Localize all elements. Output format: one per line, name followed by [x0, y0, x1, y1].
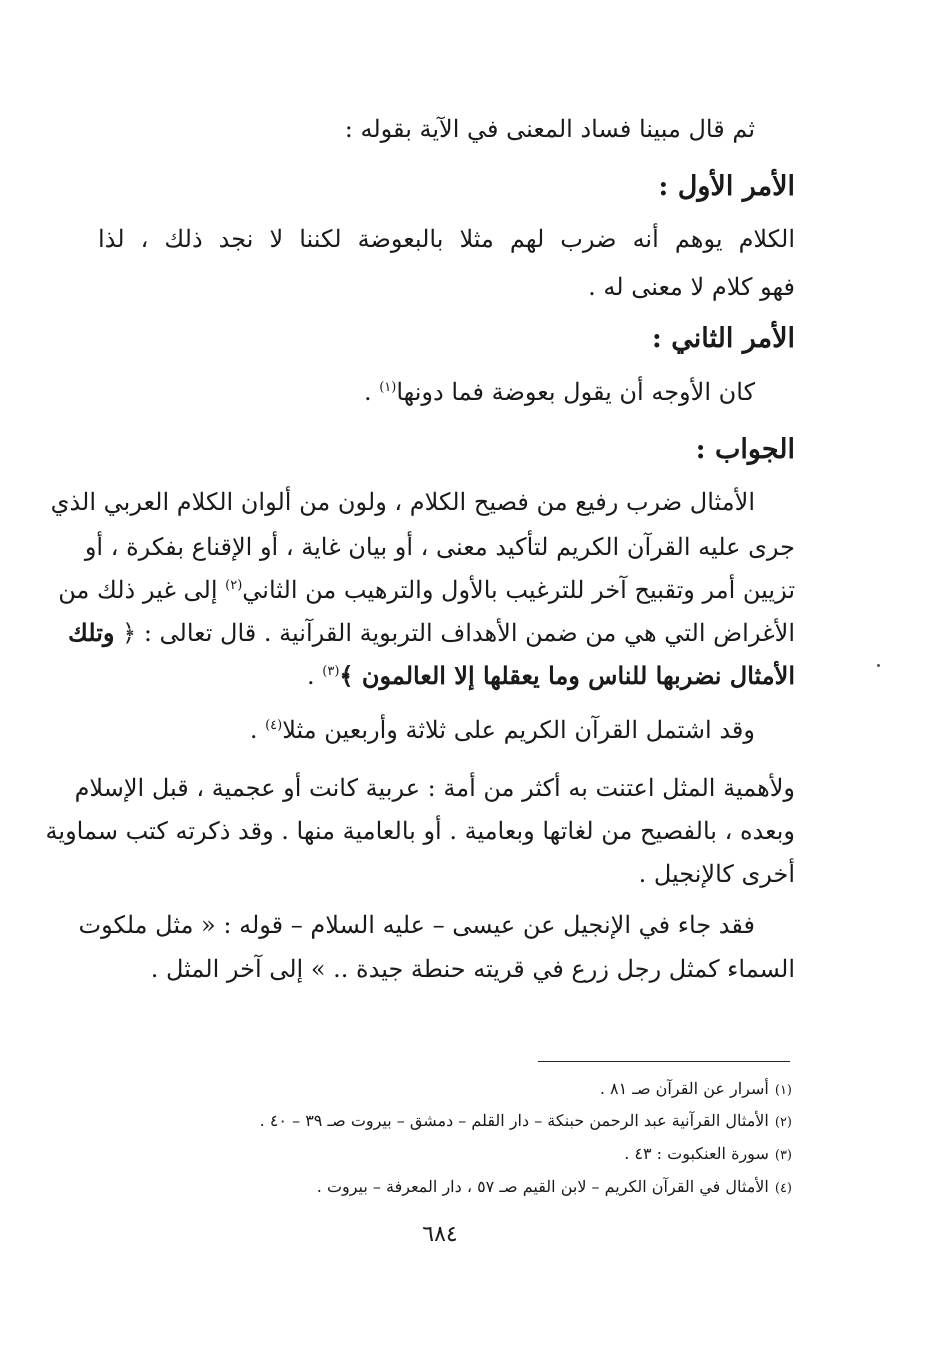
- line-text: تزيين أمر وتقبيح آخر للترغيب بالأول والترهيب من الثاني: [242, 576, 795, 604]
- line-text: كان الأوجه أن يقول بعوضة فما دونها: [396, 378, 755, 406]
- footnote-ref: (٤): [265, 718, 283, 733]
- paragraph-line: [307, 659, 795, 693]
- scan-speck: [877, 664, 880, 667]
- line-end: .: [363, 378, 380, 406]
- paragraph-line: [68, 616, 795, 650]
- footnote-number: (٢): [774, 1115, 792, 1130]
- footnote-text: أسرار عن القرآن صـ ٨١ .: [599, 1079, 769, 1098]
- paragraph-line: ولأهمية المثل اعتنت به أكثر من أمة : عربية كانت أو عجمية ، قبل الإسلام: [74, 774, 795, 802]
- footnote: [260, 1110, 792, 1134]
- line-text: وقد اشتمل القرآن الكريم على ثلاثة وأربعين مثلا: [282, 716, 755, 744]
- quran-quote-start: وتلك: [68, 618, 115, 647]
- footnote-separator: [538, 1061, 790, 1062]
- heading-second-matter: الأمر الثاني :: [651, 323, 795, 354]
- footnote: [624, 1143, 792, 1167]
- heading-first-matter: الأمر الأول :: [658, 171, 795, 202]
- intro-line: ثم قال مبينا فساد المعنى في الآية بقوله :: [344, 115, 755, 143]
- paragraph-line: [250, 713, 755, 747]
- paragraph-line: [58, 573, 795, 607]
- quran-quote: الأمثال نضربها للناس وما يعقلها إلا العالمون ﴾: [339, 661, 795, 690]
- line-text: الأغراض التي هي من ضمن الأهداف التربوية القرآنية . قال تعالى : ﴿: [114, 619, 795, 647]
- line-end: .: [307, 662, 323, 690]
- paragraph-line: جرى عليه القرآن الكريم لتأكيد معنى ، أو بيان غاية ، أو الإقناع بفكرة ، أو: [84, 533, 795, 561]
- paragraph-line: أخرى كالإنجيل .: [638, 860, 795, 888]
- heading-answer: الجواب :: [695, 434, 795, 465]
- paragraph-line: الأمثال ضرب رفيع من فصيح الكلام ، ولون من ألوان الكلام العربي الذي: [50, 488, 755, 516]
- line-text: إلى غير ذلك من: [58, 576, 226, 604]
- paragraph-line: وبعده ، بالفصيح من لغاتها وبعامية . أو بالعامية منها . وقد ذكرته كتب سماوية: [45, 817, 795, 845]
- paragraph-line: [364, 375, 755, 409]
- footnote-number: (٣): [774, 1148, 792, 1163]
- footnote-number: (١): [774, 1083, 792, 1098]
- footnote-ref: (٣): [322, 664, 340, 679]
- line-end: .: [249, 716, 266, 744]
- footnote-ref: (١): [379, 380, 397, 395]
- paragraph-line: السماء كمثل رجل زرع في قريته حنطة جيدة .. » إلى آخر المثل .: [150, 955, 795, 983]
- footnote-text: سورة العنكبوت : ٤٣ .: [624, 1144, 769, 1163]
- page-number: ٦٨٤: [422, 1222, 458, 1247]
- footnote-text: الأمثال في القرآن الكريم – لابن القيم صـ ٥٧ ، دار المعرفة – بيروت .: [316, 1177, 769, 1196]
- footnote: [317, 1176, 792, 1200]
- footnote: [600, 1078, 792, 1102]
- paragraph-line: الكلام يوهم أنه ضرب لهم مثلا بالبعوضة لكننا لا نجد ذلك ، لذا: [98, 225, 795, 253]
- paragraph-line: فهو كلام لا معنى له .: [588, 273, 795, 301]
- footnote-text: الأمثال القرآنية عبد الرحمن حبنكة – دار القلم – دمشق – بيروت صـ ٣٩ – ٤٠ .: [259, 1111, 769, 1130]
- footnote-ref: (٢): [225, 578, 243, 593]
- paragraph-line: فقد جاء في الإنجيل عن عيسى – عليه السلام – قوله : « مثل ملكوت: [78, 911, 755, 939]
- footnote-number: (٤): [774, 1181, 792, 1196]
